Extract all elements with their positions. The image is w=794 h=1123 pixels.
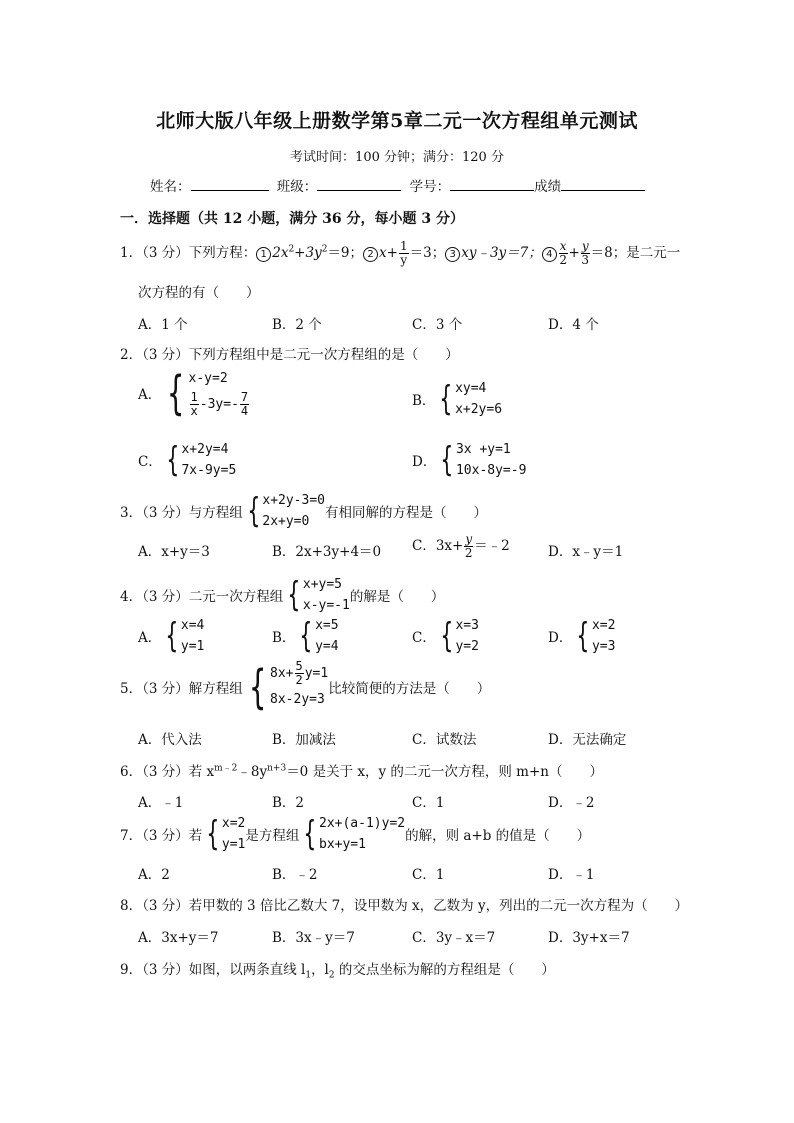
q4-option-b[interactable]: B． { x=5 y=4 — [272, 616, 339, 656]
q1-eq3: xy﹣3y＝7； — [461, 245, 542, 261]
q6-option-a[interactable]: A．﹣1 — [138, 795, 184, 811]
question-3: 3．（3 分）与方程组 { x+2y-3=0 2x+y=0 有相同解的方程是（ ） — [120, 491, 487, 531]
q1-option-d[interactable]: D．4 个 — [548, 317, 599, 333]
q1-continued: 次方程的有（ ） — [138, 285, 260, 301]
q3-option-b[interactable]: B．2x+3y+4＝0 — [272, 544, 382, 560]
circled-2-icon: 2 — [363, 247, 378, 262]
q4-option-a[interactable]: A． { x=4 y=1 — [138, 616, 205, 656]
q1-eq1a: 2x — [272, 245, 289, 261]
score-label: 成绩 — [534, 179, 562, 195]
q1-eq4: ＝8；是二元一 — [590, 245, 681, 261]
exam-info: 考试时间：100 分钟；满分：120 分 — [290, 150, 504, 165]
q1-eq2b: ＝3； — [409, 245, 446, 261]
q6-option-c[interactable]: C．1 — [412, 795, 445, 811]
question-7: 7．（3 分）若 { x=2 y=1 是方程组 { 2x+(a-1)y=2 bx+y=1 的解，则 a+b 的值是（ ） — [120, 814, 591, 854]
question-8: 8．（3 分）若甲数的 3 倍比乙数大 7，设甲数为 x，乙数为 y，列出的二元一次方程为（ ） — [120, 898, 689, 914]
q2-option-d[interactable]: D． { 3x +y=1 10x-8y=-9 — [412, 440, 527, 480]
q1-eq2a: x+ — [379, 245, 398, 261]
q7-option-a[interactable]: A．2 — [138, 867, 170, 883]
question-4: 4．（3 分）二元一次方程组 { x+y=5 x-y=-1 的解是（ ） — [120, 575, 445, 615]
q4-option-d[interactable]: D． { x=2 y=3 — [548, 616, 616, 656]
q5-option-d[interactable]: D．无法确定 — [548, 732, 627, 748]
q1-eq1b: +3y — [294, 245, 322, 261]
q5-option-c[interactable]: C．试数法 — [412, 732, 477, 748]
q1-eq1c: ＝9； — [327, 245, 364, 261]
class-label: 班级： — [276, 179, 318, 195]
circled-4-icon: 4 — [542, 247, 557, 262]
q3-option-d[interactable]: D．x﹣y＝1 — [548, 544, 624, 560]
q1-frac-1-over-y: $\frac{1}{y}$ — [399, 239, 408, 267]
q1-frac-x-over-2: $\frac{x}{2}$ — [559, 239, 567, 267]
q3-option-a[interactable]: A．x+y＝3 — [138, 544, 210, 560]
q1-frac-y-over-3: $\frac{y}{3}$ — [581, 239, 590, 267]
question-6: 6．（3 分）若 $x^{m﹣2}﹣8y^{n+3}=0$ 是关于 x，y 的二元一次方程，则 m+n（ ） — [120, 763, 603, 780]
q4-option-c[interactable]: C． { x=3 y=2 — [412, 616, 479, 656]
section-heading: 一．选择题（共 12 小题，满分 36 分，每小题 3 分） — [120, 211, 464, 227]
class-blank[interactable] — [317, 176, 401, 191]
id-label: 学号： — [409, 179, 451, 195]
q6-option-d[interactable]: D．﹣2 — [548, 795, 595, 811]
q2-option-b[interactable]: B． { xy=4 x+2y=6 — [412, 379, 503, 419]
question-5: 5．（3 分）解方程组 { 8x+ $\frac{5}{2}$ y=1 8x-2y=3 比较简便的方法是（ ） — [120, 659, 491, 714]
q6-option-b[interactable]: B．2 — [272, 795, 305, 811]
q7-option-c[interactable]: C．1 — [412, 867, 445, 883]
q8-option-a[interactable]: A．3x+y＝7 — [138, 930, 219, 946]
q2-option-a[interactable]: A． { x-y=2 $\frac{1}{x}$ -3y=- $\frac{7}{4}$ — [138, 365, 249, 420]
q1-stem: 1．（3 分）下列方程： — [120, 245, 257, 261]
id-blank[interactable] — [450, 176, 534, 191]
score-blank[interactable] — [561, 176, 645, 191]
q8-option-c[interactable]: C．3y﹣x＝7 — [412, 930, 496, 946]
q5-option-b[interactable]: B．加减法 — [272, 732, 336, 748]
q1-option-b[interactable]: B．2 个 — [272, 317, 322, 333]
name-label: 姓名： — [150, 179, 191, 195]
q1-option-c[interactable]: C．3 个 — [412, 317, 463, 333]
q7-option-d[interactable]: D．﹣1 — [548, 867, 595, 883]
question-9: 9．（3 分）如图，以两条直线 $l_1$，$l_2$ 的交点坐标为解的方程组是（ ） — [120, 962, 555, 981]
student-info-line — [150, 175, 645, 195]
q2-option-c[interactable]: C． { x+2y=4 7x-9y=5 — [138, 440, 237, 480]
q3-option-c[interactable]: C．3x+ $\frac{y}{2}$ ＝﹣2 — [412, 532, 510, 560]
q8-option-d[interactable]: D．3y+x＝7 — [548, 930, 630, 946]
q8-option-b[interactable]: B．3x﹣y＝7 — [272, 930, 355, 946]
circled-1-icon: 1 — [256, 247, 271, 262]
q1-option-a[interactable]: A．1 个 — [138, 317, 188, 333]
question-2: 2．（3 分）下列方程组中是二元一次方程组的是（ ） — [120, 347, 459, 363]
circled-3-icon: 3 — [445, 247, 460, 262]
question-1: 1．（3 分）下列方程： 1 $2x^2+3y^2=9$； 2 x+ $\frac{1}{y}$ ＝3； 3 xy﹣3y＝7； 4 $\frac{x}{2}$ + $\frac{y}{3}$ ＝8；是二元一 — [120, 239, 681, 267]
page-title: 北师大版八年级上册数学第5章二元一次方程组单元测试 — [156, 110, 638, 132]
q5-option-a[interactable]: A．代入法 — [138, 732, 202, 748]
name-blank[interactable] — [191, 176, 269, 191]
q7-option-b[interactable]: B．﹣2 — [272, 867, 318, 883]
